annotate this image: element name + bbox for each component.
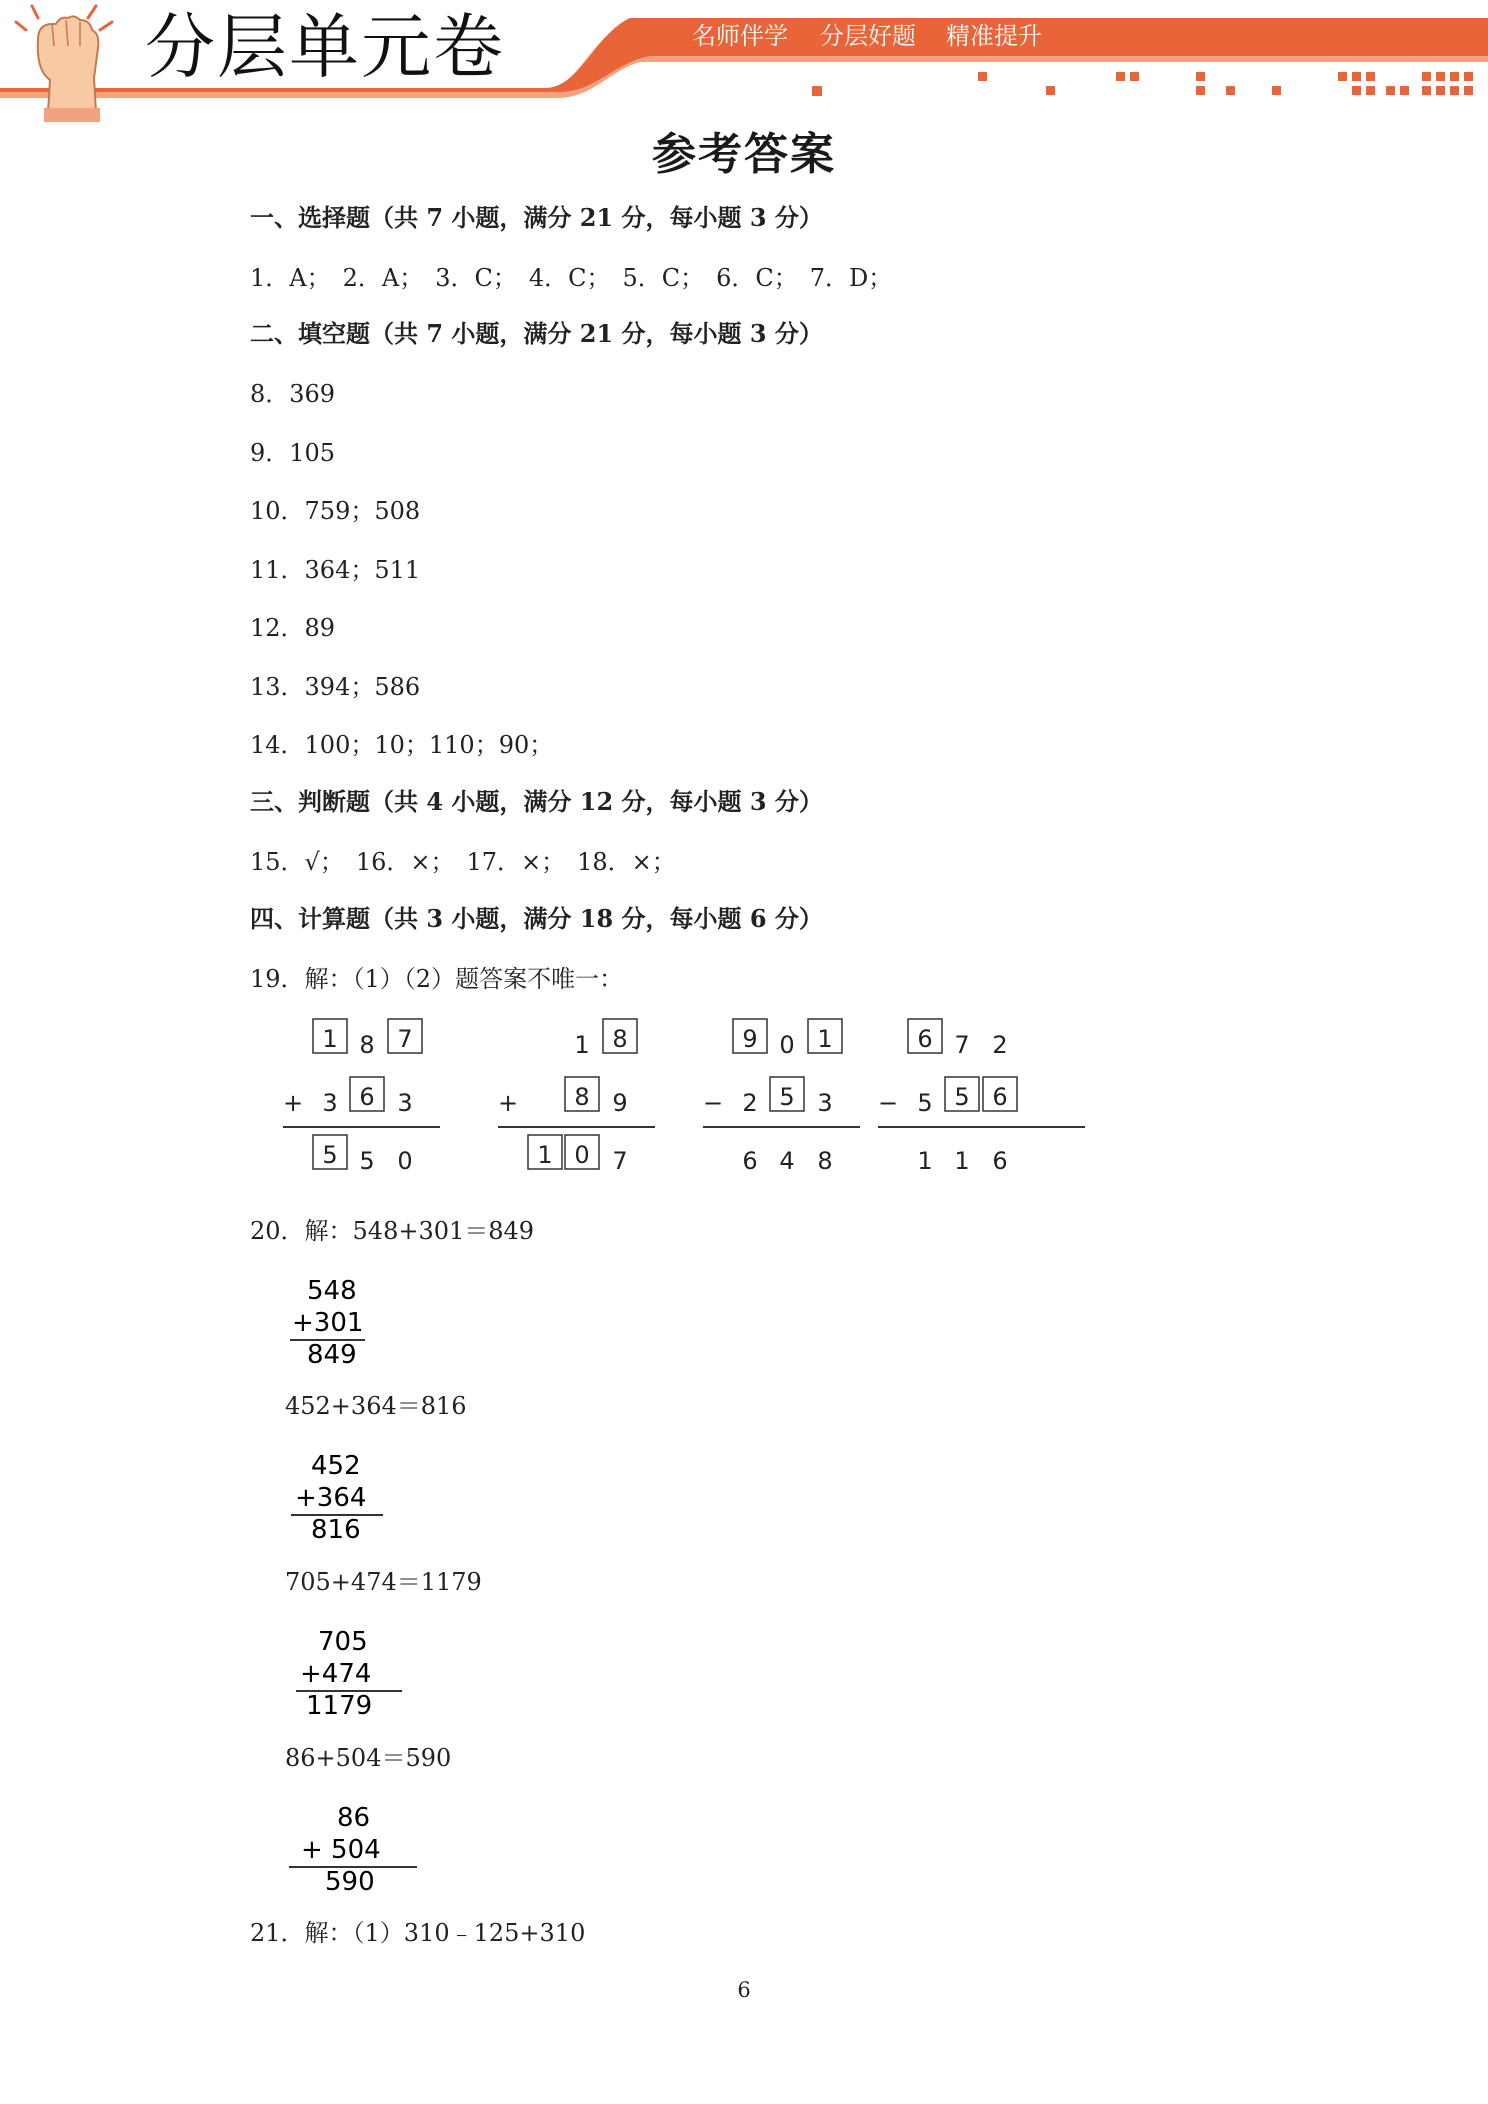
- digit: 9: [612, 1089, 628, 1117]
- answer-q11: 11．364；511: [250, 556, 421, 584]
- boxed-digit: 1: [537, 1141, 553, 1169]
- page-number: 6: [737, 1978, 751, 2002]
- answer-q1-7: 1．A； 2．A； 3．C； 4．C； 5．C； 6．C； 7．D；: [250, 264, 893, 292]
- vertical-calc-1: [280, 1268, 480, 1378]
- vc4-bottom: + 504: [301, 1835, 381, 1865]
- digit: 7: [612, 1147, 628, 1175]
- vc2-result: 816: [311, 1515, 361, 1545]
- vertical-calc-3: [290, 1619, 490, 1729]
- boxed-digit: 5: [779, 1083, 795, 1111]
- boxed-digit: 5: [322, 1141, 338, 1169]
- digit: 1: [917, 1147, 933, 1175]
- section-heading-choice: 一、选择题（共 7 小题，满分 21 分，每小题 3 分）: [250, 203, 823, 232]
- vc1-bottom: +301: [292, 1308, 364, 1338]
- boxed-digit: 1: [817, 1025, 833, 1053]
- digit: 5: [359, 1147, 375, 1175]
- vc2-bottom: +364: [295, 1483, 367, 1513]
- digit: 7: [954, 1031, 970, 1059]
- answer-q12: 12．89: [250, 614, 336, 642]
- boxed-digit: 6: [359, 1083, 375, 1111]
- slogan-2: 分层好题: [820, 22, 916, 50]
- section-heading-fill: 二、填空题（共 7 小题，满分 21 分，每小题 3 分）: [250, 319, 823, 348]
- vertical-calc-2: [285, 1443, 485, 1553]
- page-title: 参考答案: [652, 129, 836, 180]
- digit: 8: [359, 1031, 375, 1059]
- fist-icon: [8, 0, 128, 125]
- answer-q8: 8．369: [250, 380, 336, 408]
- boxed-digit: 6: [917, 1025, 933, 1053]
- section-heading-judge: 三、判断题（共 4 小题，满分 12 分，每小题 3 分）: [250, 787, 823, 816]
- digit: 2: [992, 1031, 1008, 1059]
- digit: 8: [817, 1147, 833, 1175]
- answer-q10: 10．759；508: [250, 497, 421, 525]
- digit: 3: [397, 1089, 413, 1117]
- boxed-digit: 7: [397, 1025, 413, 1053]
- vc3-top: 705: [318, 1627, 368, 1657]
- brand-title: 分层单元卷: [145, 6, 505, 88]
- vc4-result: 590: [325, 1867, 375, 1897]
- vc3-bottom: +474: [300, 1659, 372, 1689]
- slogan-3: 精准提升: [946, 22, 1042, 50]
- equation-4: 86+504＝590: [285, 1744, 452, 1772]
- answer-q19: 19．解：（1）（2）题答案不唯一：: [250, 965, 624, 993]
- boxed-digit: 1: [322, 1025, 338, 1053]
- digit: 6: [742, 1147, 758, 1175]
- vc2-top: 452: [311, 1451, 361, 1481]
- answer-q9: 9．105: [250, 439, 336, 467]
- equation-2: 452+364＝816: [285, 1392, 467, 1420]
- answer-q21: 21．解：（1）310﹣125+310: [250, 1919, 586, 1947]
- answer-q20: 20．解：548+301＝849: [250, 1217, 535, 1245]
- digit: 3: [817, 1089, 833, 1117]
- digit: 4: [779, 1147, 795, 1175]
- digit-puzzles-figure: [0, 1015, 1488, 1195]
- digit: 0: [397, 1147, 413, 1175]
- digit: 5: [917, 1089, 933, 1117]
- operator-sign: +: [497, 1089, 519, 1117]
- boxed-digit: 8: [612, 1025, 628, 1053]
- page-header: [0, 0, 1488, 125]
- boxed-digit: 6: [992, 1083, 1008, 1111]
- operator-sign: −: [702, 1089, 724, 1117]
- operator-sign: −: [877, 1089, 899, 1117]
- digit: 1: [954, 1147, 970, 1175]
- answer-q13: 13．394；586: [250, 673, 421, 701]
- section-heading-calc: 四、计算题（共 3 小题，满分 18 分，每小题 6 分）: [250, 904, 823, 933]
- answer-q14: 14．100；10；110；90；: [250, 731, 554, 759]
- boxed-digit: 0: [574, 1141, 590, 1169]
- vertical-calc-4: [285, 1795, 485, 1905]
- digit: 0: [779, 1031, 795, 1059]
- digit: 1: [574, 1031, 590, 1059]
- slogan-1: 名师伴学: [692, 22, 788, 50]
- equation-3: 705+474＝1179: [285, 1568, 482, 1596]
- boxed-digit: 9: [742, 1025, 758, 1053]
- vc1-result: 849: [307, 1340, 357, 1370]
- digit: 3: [322, 1089, 338, 1117]
- vc1-top: 548: [307, 1276, 357, 1306]
- operator-sign: +: [282, 1089, 304, 1117]
- boxed-digit: 5: [954, 1083, 970, 1111]
- answer-q15-18: 15．√； 16．×； 17．×； 18．×；: [250, 848, 676, 876]
- vc3-result: 1179: [306, 1691, 373, 1721]
- digit: 6: [992, 1147, 1008, 1175]
- vc4-top: 86: [337, 1803, 371, 1833]
- digit: 2: [742, 1089, 758, 1117]
- boxed-digit: 8: [574, 1083, 590, 1111]
